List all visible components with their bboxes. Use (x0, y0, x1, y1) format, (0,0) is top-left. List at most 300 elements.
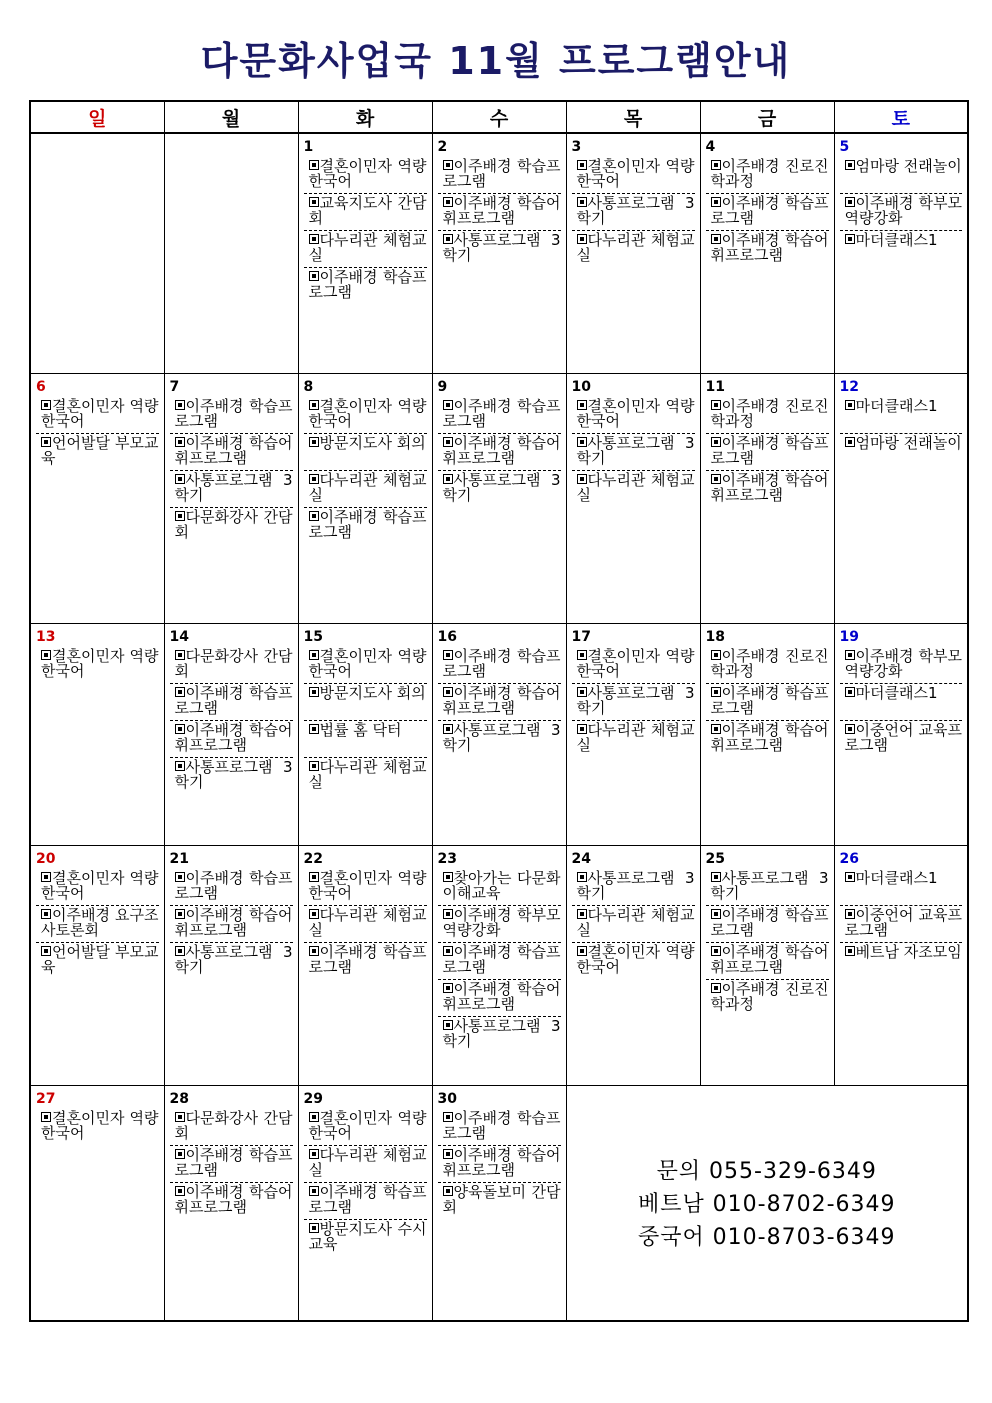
square-bullet-icon (845, 909, 855, 919)
event-label: 사통프로그램 3학기 (442, 1016, 561, 1050)
event-item (572, 157, 695, 194)
square-bullet-icon (711, 650, 721, 660)
event-label: 결혼이민자 역량한국어 (308, 868, 427, 902)
square-bullet-icon (309, 1112, 319, 1122)
event-label: 다문화강사 간담회 (174, 646, 293, 680)
square-bullet-icon (175, 511, 185, 521)
square-bullet-icon (711, 724, 721, 734)
day-number: 26 (839, 850, 859, 867)
square-bullet-icon (443, 1186, 453, 1196)
square-bullet-icon (711, 474, 721, 484)
day-cell (834, 845, 968, 1085)
square-bullet-icon (577, 160, 587, 170)
day-cell (566, 623, 700, 845)
day-number: 9 (437, 378, 448, 395)
square-bullet-icon (845, 724, 855, 734)
weekday-thursday: 목 (566, 101, 700, 133)
event-label: 사통프로그램 3학기 (576, 868, 695, 902)
event-item (840, 397, 963, 434)
event-item (572, 721, 695, 757)
event-item (304, 1220, 427, 1256)
square-bullet-icon (309, 1223, 319, 1233)
square-bullet-icon (711, 687, 721, 697)
event-item (438, 721, 561, 757)
day-number: 13 (36, 628, 56, 645)
day-number: 16 (437, 628, 457, 645)
day-number: 27 (36, 1090, 56, 1107)
event-item (572, 194, 695, 231)
event-item (304, 906, 427, 943)
event-item (438, 869, 561, 906)
day-cell (298, 373, 432, 623)
event-label: 이주배경 학습어휘프로그램 (174, 433, 293, 467)
day-cell (298, 1085, 432, 1321)
square-bullet-icon (443, 437, 453, 447)
square-bullet-icon (711, 946, 721, 956)
event-item (572, 684, 695, 721)
event-item (170, 471, 293, 508)
event-label: 이주배경 학습프로그램 (174, 1145, 293, 1179)
event-label: 엄마랑 전래놀이 (855, 433, 962, 452)
event-label: 결혼이민자 역량한국어 (308, 157, 427, 190)
event-label: 사통프로그램 3학기 (710, 868, 829, 902)
square-bullet-icon (175, 1186, 185, 1196)
square-bullet-icon (41, 437, 51, 447)
square-bullet-icon (175, 474, 185, 484)
event-label: 이주배경 학습어휘프로그램 (710, 720, 829, 754)
event-item (706, 943, 829, 980)
event-label: 방문지도사 회의 (319, 683, 426, 702)
event-label: 이주배경 학습프로그램 (442, 942, 561, 976)
square-bullet-icon (443, 160, 453, 170)
event-label: 결혼이민자 역량한국어 (41, 1108, 159, 1142)
square-bullet-icon (309, 197, 319, 207)
event-label: 이주배경 학습프로그램 (308, 942, 427, 976)
event-label: 방문지도사 회의 (319, 433, 426, 452)
event-item (438, 434, 561, 471)
day-number: 5 (839, 139, 850, 155)
event-item (438, 1183, 561, 1219)
event-label: 다누리관 체험교실 (308, 231, 427, 264)
square-bullet-icon (443, 1020, 453, 1030)
square-bullet-icon (309, 946, 319, 956)
event-label: 결혼이민자 역량한국어 (41, 396, 159, 430)
week-row (30, 373, 968, 623)
event-item (170, 869, 293, 906)
event-label: 결혼이민자 역량한국어 (576, 942, 695, 976)
contact-line: 문의 055-329-6349 (656, 1158, 877, 1184)
event-label: 이주배경 진로진학과정 (710, 646, 829, 680)
event-item (304, 684, 427, 721)
square-bullet-icon (41, 400, 51, 410)
square-bullet-icon (577, 650, 587, 660)
event-label: 다누리관 체험교실 (308, 905, 427, 939)
event-item (36, 906, 159, 943)
day-cell (164, 373, 298, 623)
event-label: 양육돌보미 간담회 (442, 1182, 561, 1216)
day-cell (164, 845, 298, 1085)
event-item (304, 943, 427, 979)
square-bullet-icon (175, 909, 185, 919)
event-item (304, 1183, 427, 1220)
event-label: 다누리관 체험교실 (308, 1145, 427, 1179)
weekday-header-row (30, 101, 968, 133)
day-number: 23 (437, 850, 457, 867)
day-number: 17 (571, 628, 591, 645)
day-cell (30, 623, 164, 845)
square-bullet-icon (711, 197, 721, 207)
square-bullet-icon (577, 946, 587, 956)
event-label: 이주배경 학습프로그램 (308, 507, 427, 541)
weekday-saturday: 토 (834, 101, 968, 133)
day-number: 29 (303, 1090, 323, 1107)
square-bullet-icon (175, 1112, 185, 1122)
day-number (170, 137, 293, 157)
day-number: 18 (705, 628, 725, 645)
square-bullet-icon (443, 687, 453, 697)
square-bullet-icon (845, 872, 855, 882)
event-item (36, 434, 159, 470)
event-label: 언어발달 부모교육 (41, 942, 159, 976)
event-item (840, 434, 963, 470)
event-item (572, 231, 695, 267)
week-row (30, 845, 968, 1085)
day-cell (834, 623, 968, 845)
contact-info (566, 1085, 968, 1321)
day-cell (30, 133, 164, 373)
event-item (840, 157, 963, 194)
square-bullet-icon (41, 946, 51, 956)
event-label: 결혼이민자 역량한국어 (308, 396, 427, 430)
event-item (840, 869, 963, 906)
day-cell (700, 845, 834, 1085)
square-bullet-icon (309, 1186, 319, 1196)
event-item (304, 231, 427, 268)
event-item (304, 758, 427, 794)
event-item (840, 906, 963, 943)
event-label: 결혼이민자 역량한국어 (576, 157, 695, 190)
event-label: 이주배경 진로진학과정 (710, 396, 829, 430)
square-bullet-icon (577, 234, 587, 244)
day-cell (30, 845, 164, 1085)
event-item (438, 1109, 561, 1146)
square-bullet-icon (309, 872, 319, 882)
event-label: 이주배경 학습프로그램 (442, 646, 561, 680)
square-bullet-icon (443, 1112, 453, 1122)
square-bullet-icon (175, 687, 185, 697)
square-bullet-icon (577, 474, 587, 484)
event-item (840, 943, 963, 979)
event-item (304, 647, 427, 684)
event-item (170, 647, 293, 684)
event-label: 이주배경 학습어휘프로그램 (174, 905, 293, 939)
event-label: 결혼이민자 역량한국어 (41, 868, 159, 902)
event-label: 사통프로그램 3학기 (576, 194, 695, 227)
square-bullet-icon (175, 400, 185, 410)
week-row (30, 1085, 968, 1321)
square-bullet-icon (577, 724, 587, 734)
event-item (706, 231, 829, 267)
day-cell (30, 1085, 164, 1321)
square-bullet-icon (309, 650, 319, 660)
event-item (438, 684, 561, 721)
event-item (438, 980, 561, 1017)
event-item (572, 434, 695, 471)
square-bullet-icon (845, 234, 855, 244)
event-label: 이주배경 진로진학과정 (710, 157, 829, 190)
event-label: 마더클래스1 (855, 396, 938, 415)
event-item (304, 1109, 427, 1146)
day-cell (432, 373, 566, 623)
event-label: 다누리관 체험교실 (308, 757, 427, 791)
event-item (572, 471, 695, 507)
square-bullet-icon (711, 160, 721, 170)
day-number: 12 (839, 378, 859, 395)
event-label: 다누리관 체험교실 (576, 720, 695, 754)
event-label: 사통프로그램 3학기 (174, 942, 293, 976)
event-item (438, 471, 561, 507)
event-label: 이주배경 학습프로그램 (174, 683, 293, 717)
event-item (304, 1146, 427, 1183)
square-bullet-icon (711, 437, 721, 447)
day-cell (298, 133, 432, 373)
event-item (170, 906, 293, 943)
day-number: 20 (36, 850, 56, 867)
event-label: 이주배경 학습프로그램 (710, 683, 829, 717)
weekday-wednesday: 수 (432, 101, 566, 133)
event-item (438, 1017, 561, 1053)
square-bullet-icon (443, 983, 453, 993)
event-item (572, 397, 695, 434)
event-item (304, 721, 427, 758)
event-label: 이주배경 학습프로그램 (710, 433, 829, 467)
event-item (170, 397, 293, 434)
square-bullet-icon (577, 687, 587, 697)
event-label: 이주배경 학습프로그램 (308, 1182, 427, 1216)
day-cell (834, 133, 968, 373)
event-item (840, 647, 963, 684)
event-label: 다누리관 체험교실 (308, 470, 427, 504)
contact-line: 베트남 010-8702-6349 (637, 1191, 896, 1217)
event-label: 이주배경 학부모 역량강화 (844, 194, 962, 227)
event-label: 교육지도사 간담회 (308, 194, 427, 227)
event-label: 결혼이민자 역량한국어 (41, 646, 159, 680)
event-label: 이주배경 학부모 역량강화 (442, 905, 561, 939)
event-label: 이주배경 학습프로그램 (442, 157, 561, 190)
event-item (36, 647, 159, 683)
square-bullet-icon (845, 650, 855, 660)
event-label: 베트남 자조모임 (855, 942, 962, 961)
event-label: 사통프로그램 3학기 (442, 720, 561, 754)
day-number: 24 (571, 850, 591, 867)
day-cell (30, 373, 164, 623)
day-number: 7 (169, 378, 180, 395)
event-label: 결혼이민자 역량한국어 (576, 396, 695, 430)
event-item (706, 721, 829, 757)
event-label: 이주배경 학부모 역량강화 (844, 646, 962, 680)
day-number: 6 (36, 378, 46, 395)
event-label: 사통프로그램 3학기 (442, 470, 561, 504)
event-item (706, 194, 829, 231)
event-label: 결혼이민자 역량한국어 (576, 646, 695, 680)
event-item (706, 471, 829, 507)
day-cell (566, 845, 700, 1085)
event-item (36, 943, 159, 979)
event-label: 결혼이민자 역량한국어 (308, 646, 427, 680)
event-label: 이주배경 학습프로그램 (710, 194, 829, 227)
square-bullet-icon (175, 1149, 185, 1159)
event-item (840, 721, 963, 757)
square-bullet-icon (443, 197, 453, 207)
square-bullet-icon (309, 761, 319, 771)
day-cell (298, 623, 432, 845)
square-bullet-icon (711, 400, 721, 410)
event-label: 마더클래스1 (855, 868, 938, 887)
event-item (170, 943, 293, 979)
day-cell (164, 133, 298, 373)
square-bullet-icon (711, 872, 721, 882)
event-label: 법률 홈 닥터 (319, 720, 402, 739)
square-bullet-icon (175, 724, 185, 734)
event-label: 마더클래스1 (855, 231, 938, 249)
event-item (438, 943, 561, 980)
day-cell (700, 623, 834, 845)
event-item (572, 869, 695, 906)
square-bullet-icon (443, 909, 453, 919)
event-item (706, 980, 829, 1016)
square-bullet-icon (845, 437, 855, 447)
day-number: 4 (705, 139, 716, 155)
event-label: 사통프로그램 3학기 (174, 470, 293, 504)
day-cell (834, 373, 968, 623)
day-cell (164, 623, 298, 845)
square-bullet-icon (845, 400, 855, 410)
day-number (36, 137, 159, 157)
square-bullet-icon (577, 437, 587, 447)
event-label: 이주배경 학습어휘프로그램 (174, 720, 293, 754)
weekday-sunday: 일 (30, 101, 164, 133)
day-cell (432, 133, 566, 373)
day-number: 19 (839, 628, 859, 645)
event-item (706, 684, 829, 721)
event-item (572, 943, 695, 979)
day-number: 22 (303, 850, 323, 867)
square-bullet-icon (41, 872, 51, 882)
square-bullet-icon (443, 946, 453, 956)
square-bullet-icon (41, 650, 51, 660)
event-label: 이주배경 학습어휘프로그램 (710, 231, 829, 264)
event-label: 다문화강사 간담회 (174, 1108, 293, 1142)
square-bullet-icon (309, 687, 319, 697)
day-cell (298, 845, 432, 1085)
event-item (706, 157, 829, 194)
event-label: 이주배경 학습어휘프로그램 (442, 194, 561, 227)
event-item (36, 1109, 159, 1145)
event-item (438, 397, 561, 434)
square-bullet-icon (41, 1112, 51, 1122)
square-bullet-icon (443, 474, 453, 484)
square-bullet-icon (175, 946, 185, 956)
square-bullet-icon (175, 872, 185, 882)
square-bullet-icon (711, 234, 721, 244)
square-bullet-icon (443, 400, 453, 410)
day-number: 15 (303, 628, 323, 645)
square-bullet-icon (309, 1149, 319, 1159)
square-bullet-icon (443, 650, 453, 660)
day-number: 30 (437, 1090, 457, 1107)
event-item (438, 1146, 561, 1183)
square-bullet-icon (577, 197, 587, 207)
event-item (170, 758, 293, 794)
event-label: 이주배경 학습프로그램 (174, 868, 293, 902)
event-item (304, 157, 427, 194)
square-bullet-icon (309, 909, 319, 919)
square-bullet-icon (309, 474, 319, 484)
square-bullet-icon (175, 437, 185, 447)
event-label: 이주배경 학습프로그램 (308, 268, 427, 301)
event-item (304, 508, 427, 544)
square-bullet-icon (309, 271, 319, 281)
event-item (840, 231, 963, 267)
event-item (170, 434, 293, 471)
square-bullet-icon (845, 687, 855, 697)
event-item (706, 647, 829, 684)
day-cell (566, 373, 700, 623)
weekday-friday: 금 (700, 101, 834, 133)
square-bullet-icon (309, 511, 319, 521)
event-item (572, 647, 695, 684)
event-item (304, 434, 427, 471)
event-label: 이주배경 학습프로그램 (710, 905, 829, 939)
event-label: 이중언어 교육프로그램 (844, 720, 962, 754)
event-label: 이주배경 진로진학과정 (710, 979, 829, 1013)
day-cell (432, 623, 566, 845)
square-bullet-icon (845, 946, 855, 956)
square-bullet-icon (845, 197, 855, 207)
event-label: 이중언어 교육프로그램 (844, 905, 962, 939)
event-item (438, 231, 561, 267)
event-item (304, 397, 427, 434)
day-cell (432, 845, 566, 1085)
event-item (304, 194, 427, 231)
square-bullet-icon (443, 724, 453, 734)
square-bullet-icon (41, 909, 51, 919)
contact-line: 중국어 010-8703-6349 (637, 1224, 896, 1250)
event-item (438, 906, 561, 943)
day-number: 3 (571, 139, 582, 155)
calendar-body (30, 133, 968, 1321)
day-number: 14 (169, 628, 189, 645)
square-bullet-icon (309, 437, 319, 447)
event-label: 이주배경 학습어휘프로그램 (174, 1182, 293, 1216)
event-item (170, 1109, 293, 1146)
day-number: 1 (303, 139, 314, 155)
day-cell (164, 1085, 298, 1321)
day-cell (700, 373, 834, 623)
event-item (438, 647, 561, 684)
square-bullet-icon (577, 909, 587, 919)
event-label: 언어발달 부모교육 (41, 433, 159, 467)
event-label: 이주배경 학습어휘프로그램 (710, 942, 829, 976)
calendar-table (29, 100, 969, 1322)
day-number: 11 (705, 378, 725, 395)
event-label: 엄마랑 전래놀이 (855, 157, 962, 175)
square-bullet-icon (443, 234, 453, 244)
week-row (30, 623, 968, 845)
day-number: 10 (571, 378, 591, 395)
square-bullet-icon (309, 724, 319, 734)
day-number: 28 (169, 1090, 189, 1107)
